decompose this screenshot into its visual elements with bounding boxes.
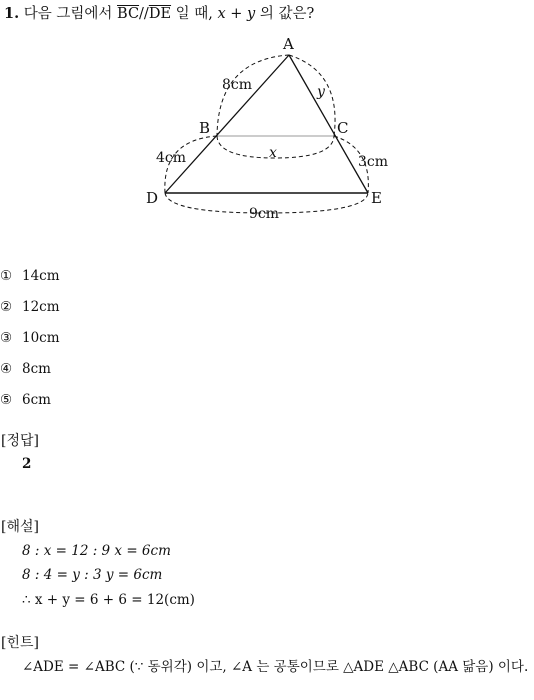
choice-4-text: 8cm bbox=[22, 361, 51, 377]
answer-value: 2 bbox=[22, 456, 32, 472]
question-expression: x + y bbox=[217, 6, 256, 22]
triangle-figure bbox=[0, 0, 534, 230]
explanation-line-1: 8 : x = 12 : 9 x = 6cm bbox=[22, 543, 171, 559]
segment-bc: $\overline{BC}$ bbox=[117, 6, 140, 22]
side-ae bbox=[289, 55, 368, 193]
answer-heading: [정답] bbox=[1, 433, 39, 449]
point-e-label: E bbox=[371, 189, 382, 207]
point-a-label: A bbox=[283, 35, 294, 53]
question-middle: 일 때, bbox=[175, 6, 213, 22]
length-de-label: 9cm bbox=[249, 206, 280, 222]
choice-1-text: 14cm bbox=[22, 268, 60, 284]
question-prefix: 다음 그림에서 bbox=[23, 6, 113, 22]
length-ac-label: y bbox=[317, 84, 325, 100]
length-bd-label: 4cm bbox=[156, 150, 187, 166]
question-suffix: 의 값은? bbox=[259, 6, 315, 22]
side-ad bbox=[165, 55, 289, 193]
choice-3[interactable] bbox=[0, 330, 60, 346]
choice-1[interactable] bbox=[0, 268, 60, 284]
length-bc-label: x bbox=[269, 145, 277, 161]
hint-text: ∠ADE = ∠ABC (∵ 동위각) 이고, ∠A 는 공통이므로 △ADE △ABC (AA 닮음) 이다. bbox=[22, 659, 529, 675]
point-d-label: D bbox=[146, 189, 159, 207]
choice-3-number: ③ bbox=[0, 330, 13, 346]
parallel-symbol: // bbox=[139, 6, 149, 22]
point-c-label: C bbox=[337, 119, 349, 137]
choice-5-text: 6cm bbox=[22, 392, 51, 408]
choice-3-text: 10cm bbox=[22, 330, 60, 346]
length-ab-label: 8cm bbox=[222, 77, 253, 93]
choice-4-number: ④ bbox=[0, 361, 13, 377]
choice-4[interactable] bbox=[0, 361, 51, 377]
choice-1-number: ① bbox=[0, 268, 13, 284]
question-number: 1. bbox=[4, 5, 20, 22]
segment-de: $\overline{DE}$ bbox=[148, 6, 172, 22]
choice-2-text: 12cm bbox=[22, 299, 60, 315]
explanation-line-3: ∴ x + y = 6 + 6 = 12(cm) bbox=[22, 592, 195, 608]
choice-2-number: ② bbox=[0, 299, 13, 315]
point-b-label: B bbox=[199, 119, 211, 137]
explanation-line-2: 8 : 4 = y : 3 y = 6cm bbox=[22, 567, 163, 583]
explanation-heading: [해설] bbox=[1, 519, 39, 535]
choice-5[interactable] bbox=[0, 392, 51, 408]
hint-heading: [힌트] bbox=[1, 635, 39, 651]
length-ce-label: 3cm bbox=[358, 154, 389, 170]
choice-2[interactable] bbox=[0, 299, 60, 315]
choice-5-number: ⑤ bbox=[0, 392, 13, 408]
